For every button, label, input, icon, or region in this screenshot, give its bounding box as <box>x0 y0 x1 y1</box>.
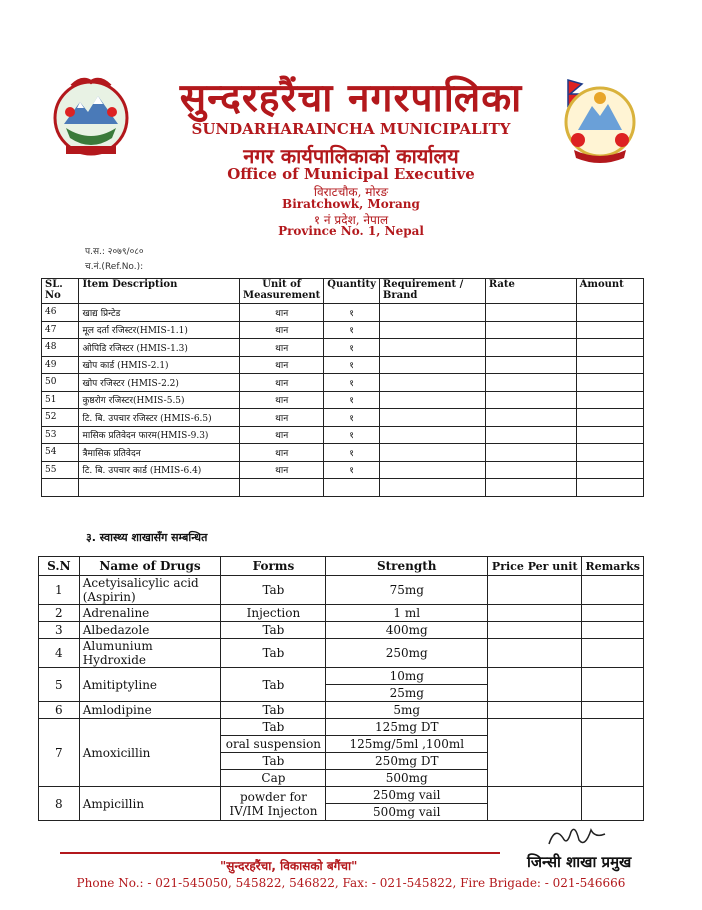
table-row <box>42 356 644 374</box>
price-cell <box>488 702 582 719</box>
table-row <box>39 639 644 668</box>
table-row <box>42 444 644 462</box>
empty-cell <box>485 461 576 479</box>
empty-cell <box>379 356 485 374</box>
strength-cell: 500mg <box>326 770 488 787</box>
remarks-cell <box>582 605 644 622</box>
table-row-empty <box>42 479 644 497</box>
qty-cell: १ <box>324 304 380 322</box>
footer-divider <box>60 852 500 854</box>
remarks-cell <box>582 668 644 702</box>
col-header: S.N <box>39 557 80 576</box>
form-cell: oral suspension <box>221 736 326 753</box>
sn-cell: 6 <box>39 702 80 719</box>
empty-cell <box>576 409 643 427</box>
sl-cell: 46 <box>42 304 79 322</box>
unit-cell: थान <box>240 461 324 479</box>
province-np: १ नं प्रदेश, नेपाल <box>313 213 389 227</box>
table-row <box>39 622 644 639</box>
address-np: विराटचौक, मोरङ <box>313 185 389 199</box>
form-cell: Tab <box>221 719 326 736</box>
price-cell <box>488 639 582 668</box>
table-row <box>39 668 644 685</box>
table-row <box>39 576 644 605</box>
form-cell: Tab <box>221 576 326 605</box>
table-row <box>42 321 644 339</box>
table-row <box>42 461 644 479</box>
empty-cell <box>485 391 576 409</box>
empty-cell <box>485 321 576 339</box>
form-cell: Injection <box>221 605 326 622</box>
qty-cell: १ <box>324 426 380 444</box>
unit-cell: थान <box>240 321 324 339</box>
empty-cell <box>379 321 485 339</box>
qty-cell: १ <box>324 356 380 374</box>
desc-cell: मासिक प्रतिवेदन फारम(HMIS-9.3) <box>79 426 240 444</box>
strength-cell: 400mg <box>326 622 488 639</box>
empty-cell <box>576 304 643 322</box>
empty-cell <box>576 321 643 339</box>
table-row <box>39 787 644 804</box>
empty-cell <box>576 339 643 357</box>
col-header: Requirement / Brand <box>379 279 485 304</box>
table-row <box>42 374 644 392</box>
col-header: Strength <box>326 557 488 576</box>
empty-cell <box>379 479 485 497</box>
empty-cell <box>42 479 79 497</box>
table-row <box>42 426 644 444</box>
table-row <box>39 719 644 736</box>
desc-cell: खाद्य प्रिन्टेड <box>79 304 240 322</box>
qty-cell: १ <box>324 391 380 409</box>
sl-cell: 51 <box>42 391 79 409</box>
strength-cell: 1 ml <box>326 605 488 622</box>
empty-cell <box>576 356 643 374</box>
sl-cell: 53 <box>42 426 79 444</box>
strength-cell: 250mg <box>326 639 488 668</box>
handwritten-signature <box>545 824 615 852</box>
empty-cell <box>576 479 643 497</box>
sl-cell: 54 <box>42 444 79 462</box>
form-cell: Tab <box>221 622 326 639</box>
empty-cell <box>379 409 485 427</box>
table-row <box>42 391 644 409</box>
office-title-np: नगर कार्यपालिकाको कार्यालय <box>243 144 459 168</box>
col-header: Item Description <box>79 279 240 304</box>
footer-slogan: "सुन्दरहरैंचा, विकासको बगैंचा" <box>220 859 358 873</box>
col-header: Price Per unit <box>488 557 582 576</box>
empty-cell <box>379 391 485 409</box>
empty-cell <box>485 339 576 357</box>
qty-cell: १ <box>324 409 380 427</box>
qty-cell: १ <box>324 461 380 479</box>
empty-cell <box>79 479 240 497</box>
sl-cell: 49 <box>42 356 79 374</box>
sl-cell: 50 <box>42 374 79 392</box>
sn-cell: 7 <box>39 719 80 787</box>
unit-cell: थान <box>240 304 324 322</box>
strength-cell: 500mg vail <box>326 804 488 821</box>
empty-cell <box>485 479 576 497</box>
municipality-title-en: SUNDARHARAINCHA MUNICIPALITY <box>191 120 511 138</box>
empty-cell <box>379 444 485 462</box>
drug-name-cell: Ampicillin <box>79 787 221 821</box>
table-row <box>39 605 644 622</box>
sn-cell: 4 <box>39 639 80 668</box>
drug-name-cell: Albedazole <box>79 622 221 639</box>
desc-cell: मूल दर्ता रजिस्टर(HMIS-1.1) <box>79 321 240 339</box>
empty-cell <box>485 409 576 427</box>
empty-cell <box>576 374 643 392</box>
strength-cell: 250mg vail <box>326 787 488 804</box>
drug-name-cell: Alumunium Hydroxide <box>79 639 221 668</box>
empty-cell <box>485 356 576 374</box>
drug-name-cell: Adrenaline <box>79 605 221 622</box>
strength-cell: 25mg <box>326 685 488 702</box>
col-header: SL. No <box>42 279 79 304</box>
unit-cell: थान <box>240 391 324 409</box>
table-row <box>42 304 644 322</box>
empty-cell <box>379 374 485 392</box>
remarks-cell <box>582 702 644 719</box>
col-header: Quantity <box>324 279 380 304</box>
sn-cell: 8 <box>39 787 80 821</box>
sl-cell: 55 <box>42 461 79 479</box>
sl-cell: 47 <box>42 321 79 339</box>
table-row <box>42 409 644 427</box>
contact-info: Phone No.: - 021-545050, 545822, 546822, Fax: - 021-545822, Fire Brigade: - 021-546666 <box>76 876 626 890</box>
store-section-head-stamp: जिन्सी शाखा प्रमुख <box>527 853 632 871</box>
desc-cell: खोप रजिस्टर (HMIS-2.2) <box>79 374 240 392</box>
col-header: Unit of Measurement <box>240 279 324 304</box>
form-cell: Tab <box>221 702 326 719</box>
price-cell <box>488 622 582 639</box>
strength-cell: 10mg <box>326 668 488 685</box>
province-en: Province No. 1, Nepal <box>278 224 424 238</box>
empty-cell <box>379 426 485 444</box>
drug-name-cell: Amitiptyline <box>79 668 221 702</box>
price-cell <box>488 787 582 821</box>
price-cell <box>488 719 582 787</box>
strength-cell: 125mg DT <box>326 719 488 736</box>
col-header: Forms <box>221 557 326 576</box>
remarks-cell <box>582 622 644 639</box>
empty-cell <box>576 391 643 409</box>
unit-cell: थान <box>240 339 324 357</box>
desc-cell: टि. बि. उपचार कार्ड (HMIS-6.4) <box>79 461 240 479</box>
col-header: Amount <box>576 279 643 304</box>
form-cell: Cap <box>221 770 326 787</box>
unit-cell: थान <box>240 356 324 374</box>
sn-cell: 5 <box>39 668 80 702</box>
form-cell: Tab <box>221 753 326 770</box>
table-header-row <box>39 557 644 576</box>
sn-cell: 2 <box>39 605 80 622</box>
qty-cell: १ <box>324 321 380 339</box>
form-cell: powder for IV/IM Injecton <box>221 787 326 821</box>
empty-cell <box>485 444 576 462</box>
col-header: Name of Drugs <box>79 557 221 576</box>
price-cell <box>488 605 582 622</box>
table-row <box>39 702 644 719</box>
desc-cell: टि. बि. उपचार रजिस्टर (HMIS-6.5) <box>79 409 240 427</box>
desc-cell: त्रैमासिक प्रतिवेदन <box>79 444 240 462</box>
remarks-cell <box>582 787 644 821</box>
office-title-en: Office of Municipal Executive <box>227 165 475 183</box>
empty-cell <box>240 479 324 497</box>
table-row <box>42 339 644 357</box>
empty-cell <box>485 374 576 392</box>
empty-cell <box>576 461 643 479</box>
unit-cell: थान <box>240 426 324 444</box>
qty-cell: १ <box>324 374 380 392</box>
col-header: Rate <box>485 279 576 304</box>
col-header: Remarks <box>582 557 644 576</box>
sl-cell: 48 <box>42 339 79 357</box>
drug-name-cell: Acetyisalicylic acid (Aspirin) <box>79 576 221 605</box>
drug-name-cell: Amoxicillin <box>79 719 221 787</box>
municipality-title-np: सुन्दरहरैंचा नगरपालिका <box>179 76 523 121</box>
unit-cell: थान <box>240 374 324 392</box>
drugs-table <box>38 556 644 821</box>
price-cell <box>488 668 582 702</box>
strength-cell: 5mg <box>326 702 488 719</box>
remarks-cell <box>582 576 644 605</box>
empty-cell <box>379 461 485 479</box>
empty-cell <box>576 444 643 462</box>
letter-number: प.स.: २०७९/०८० <box>85 247 144 257</box>
qty-cell: १ <box>324 444 380 462</box>
empty-cell <box>485 304 576 322</box>
remarks-cell <box>582 719 644 787</box>
form-cell: Tab <box>221 639 326 668</box>
unit-cell: थान <box>240 409 324 427</box>
desc-cell: कुष्ठरोग रजिस्टर(HMIS-5.5) <box>79 391 240 409</box>
address-en: Biratchowk, Morang <box>282 197 420 211</box>
qty-cell: १ <box>324 339 380 357</box>
remarks-cell <box>582 639 644 668</box>
price-cell <box>488 576 582 605</box>
sn-cell: 1 <box>39 576 80 605</box>
table-header-row <box>42 279 644 304</box>
sl-cell: 52 <box>42 409 79 427</box>
empty-cell <box>379 339 485 357</box>
empty-cell <box>324 479 380 497</box>
desc-cell: खोप कार्ड (HMIS-2.1) <box>79 356 240 374</box>
empty-cell <box>485 426 576 444</box>
strength-cell: 125mg/5ml ,100ml <box>326 736 488 753</box>
reference-number: च.नं.(Ref.No.): <box>85 262 144 272</box>
section-title: ३. स्वास्थ्य शाखासँग सम्बन्धित <box>86 531 208 544</box>
items-table <box>41 278 644 497</box>
form-cell: Tab <box>221 668 326 702</box>
drug-name-cell: Amlodipine <box>79 702 221 719</box>
unit-cell: थान <box>240 444 324 462</box>
empty-cell <box>379 304 485 322</box>
sn-cell: 3 <box>39 622 80 639</box>
desc-cell: ओपिडि रजिस्टर (HMIS-1.3) <box>79 339 240 357</box>
strength-cell: 250mg DT <box>326 753 488 770</box>
empty-cell <box>576 426 643 444</box>
strength-cell: 75mg <box>326 576 488 605</box>
